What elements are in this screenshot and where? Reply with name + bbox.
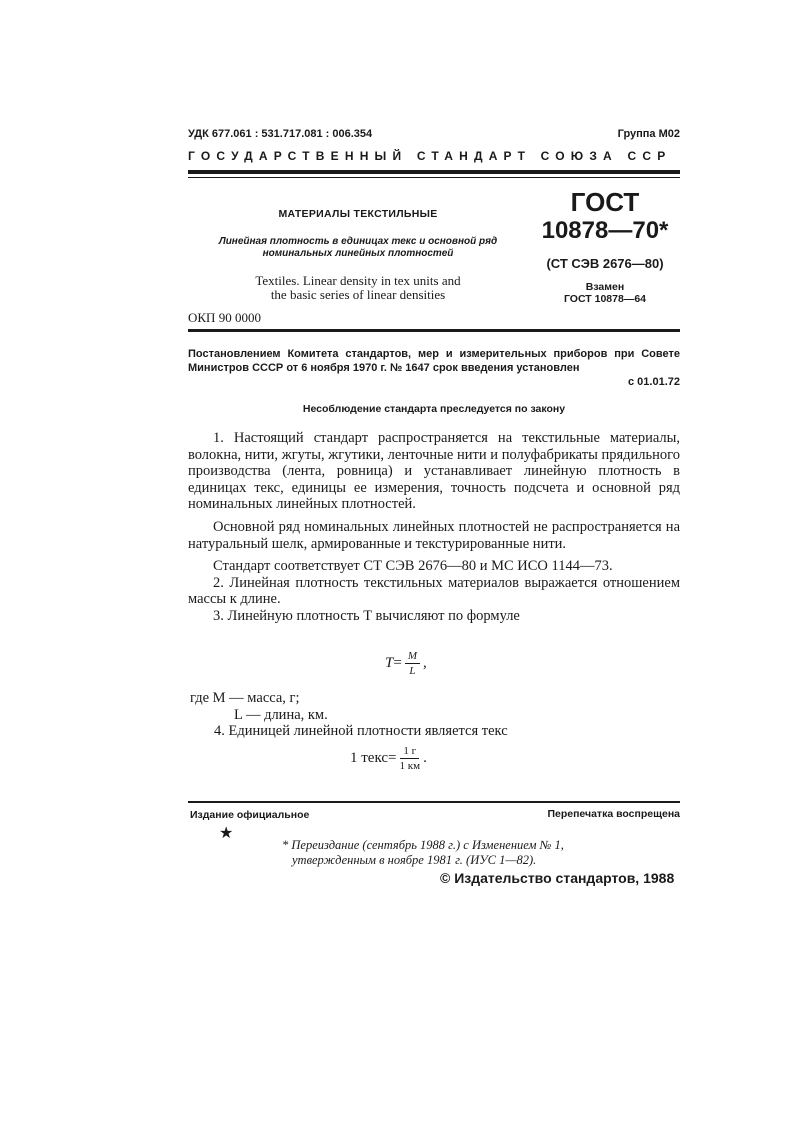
title-bottom-rule: [188, 329, 680, 332]
state-standard-heading: ГОСУДАРСТВЕННЫЙ СТАНДАРТ СОЮЗА ССР: [188, 149, 672, 163]
formula2-numerator: 1 г: [400, 745, 419, 759]
paragraph-4: 2. Линейная плотность текстильных материалов выражается отношением массы к длине.: [188, 574, 680, 608]
paragraph-2: Основной ряд номинальных линейных плотностей не распространяется на натуральный шелк, армированные и текстурированные нити.: [188, 518, 680, 552]
copyright-notice: © Издательство стандартов, 1988: [440, 870, 675, 886]
okp-code: ОКП 90 0000: [188, 310, 261, 325]
header-thin-rule: [188, 177, 680, 178]
where-block: [190, 690, 508, 740]
decree-date: с 01.01.72: [628, 376, 680, 388]
materials-title: МАТЕРИАЛЫ ТЕКСТИЛЬНЫЕ: [278, 208, 438, 220]
formula2-fraction: [400, 745, 421, 772]
reissue-note: [282, 838, 612, 868]
replace-number: ГОСТ 10878—64: [563, 293, 646, 305]
official-edition-label: Издание официальное: [190, 809, 310, 821]
subtitle-russian: [188, 236, 528, 260]
formula2-denominator: 1 км: [399, 760, 421, 772]
gost-block: [530, 188, 680, 305]
star-icon: ★: [219, 825, 234, 842]
reissue-line-1: * Переиздание (сентябрь 1988 г.) с Изменением № 1,: [282, 838, 564, 852]
formula1-lhs: T: [385, 655, 394, 671]
body-text: [188, 430, 680, 625]
udk-code: УДК 677.061 : 531.717.081 : 006.354: [188, 128, 373, 140]
header-thick-rule: [188, 170, 680, 174]
paragraph-1: 1. Настоящий стандарт распространяется на текстильные материалы, волокна, нити, жгуты, жгутики, ленточные нити и полуфабрикаты прядильного производства (лента, ровница) и устанавливает линейную плотность в единицах текс, единицы ее измерения, точность подсчета и основной ряд номинальных линейных плотностей.: [188, 430, 680, 513]
footer-rule: [188, 801, 680, 803]
formula-tex-unit: [350, 745, 427, 772]
reissue-line-2: утвержденным в ноябре 1981 г. (ИУС 1—82).: [292, 853, 537, 867]
gost-number: 10878—70*: [541, 217, 669, 244]
subtitle-en-line-2: the basic series of linear densities: [270, 287, 446, 302]
decree-text: Постановлением Комитета стандартов, мер и измерительных приборов при Совете Министров СССР от 6 ноября 1970 г. № 1647 срок введения установлен: [188, 348, 680, 374]
reprint-forbidden-label: Перепечатка воспрещена: [547, 808, 680, 820]
formula1-trail: ,: [422, 655, 427, 671]
paragraph-5: 3. Линейную плотность T вычисляют по формуле: [213, 607, 520, 624]
where-line-3: 4. Единицей линейной плотности является текс: [214, 723, 508, 740]
paragraph-3: Стандарт соответствует СТ СЭВ 2676—80 и МС ИСО 1144—73.: [213, 558, 613, 575]
replace-label: Взамен: [585, 281, 625, 293]
where-line-1: где M — масса, г;: [190, 690, 300, 706]
prosecute-notice: Несоблюдение стандарта преследуется по закону: [302, 403, 566, 415]
formula-linear-density: [385, 650, 427, 677]
subtitle-ru-line-2: номинальных линейных плотностей: [262, 248, 454, 259]
formula1-denominator: L: [409, 665, 416, 677]
group-code: Группа М02: [617, 128, 680, 140]
subtitle-english: [188, 274, 528, 302]
gost-label: ГОСТ: [570, 187, 640, 217]
subtitle-en-line-1: Textiles. Linear density in tex units and: [255, 273, 461, 288]
formula2-trail: .: [423, 750, 427, 766]
formula2-equals: =: [388, 750, 397, 766]
formula1-numerator: M: [405, 650, 420, 664]
title-block: [188, 208, 528, 302]
formula2-lhs: 1 текс: [350, 750, 389, 766]
st-sev-number: (СТ СЭВ 2676—80): [546, 256, 664, 271]
formula1-equals: =: [393, 655, 402, 671]
subtitle-ru-line-1: Линейная плотность в единицах текс и основной ряд: [218, 236, 498, 247]
formula1-fraction: [405, 650, 420, 677]
where-line-2: L — длина, км.: [234, 706, 328, 723]
